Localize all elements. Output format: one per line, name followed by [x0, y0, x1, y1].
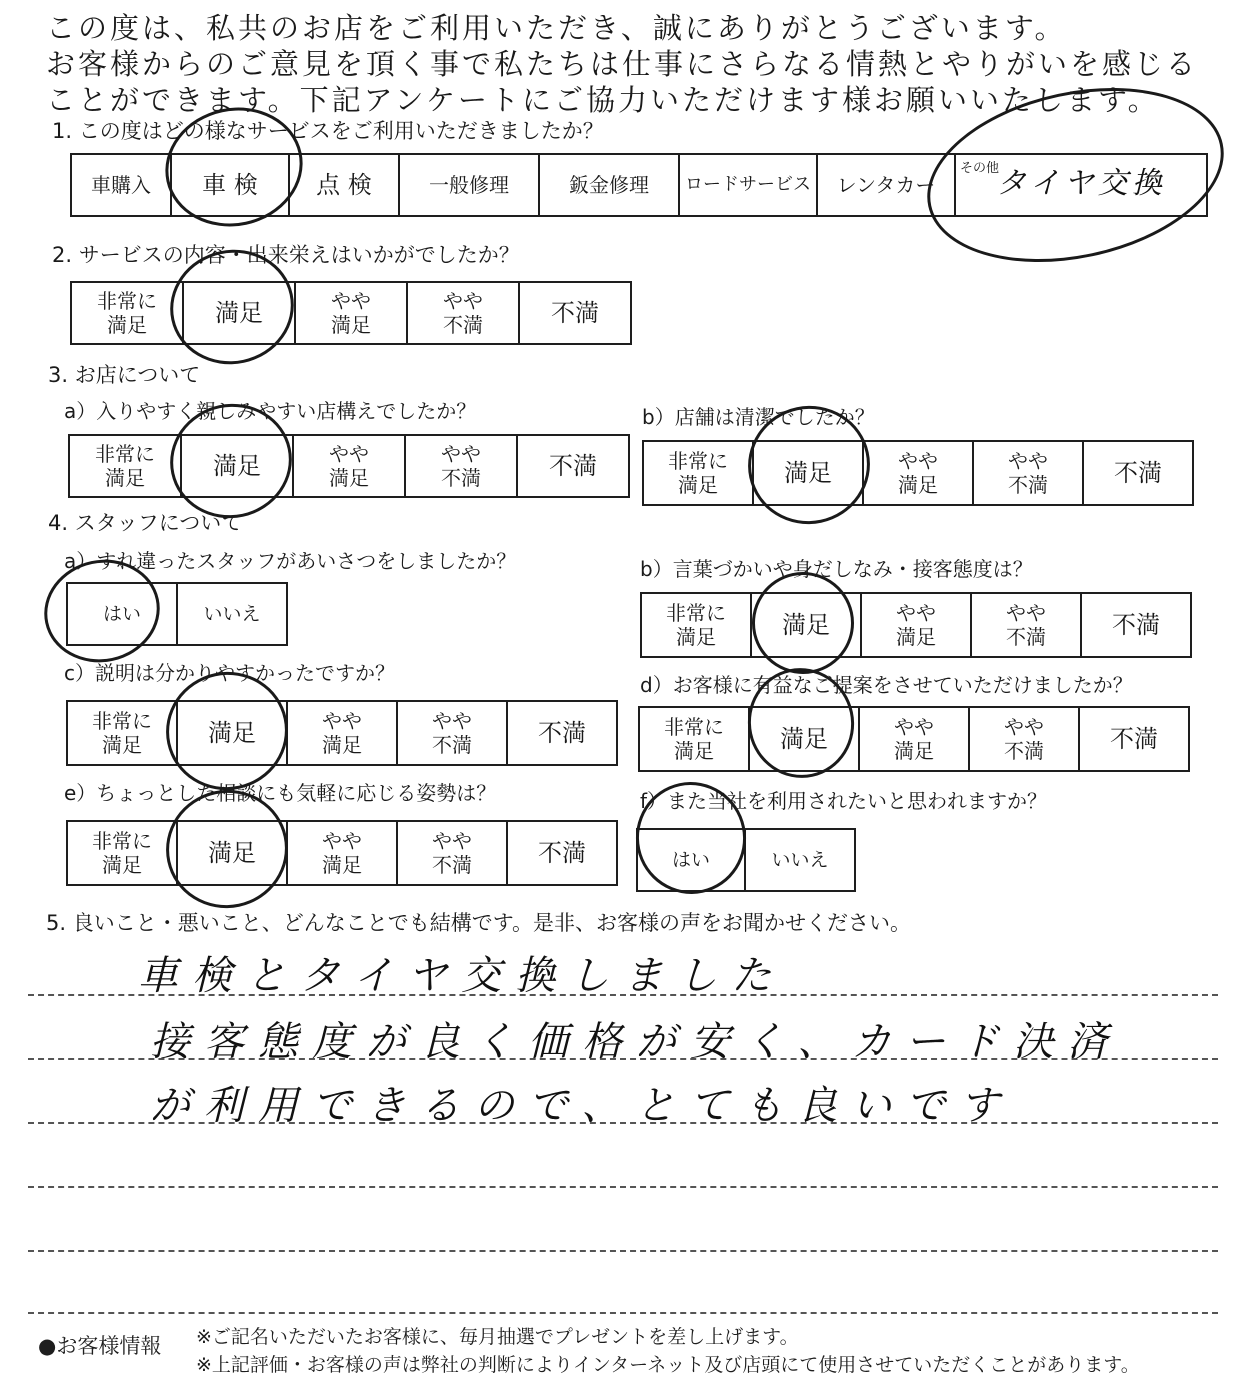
- scale-dissatisfied[interactable]: 不満: [1081, 593, 1191, 657]
- scale-text: 満足: [678, 473, 718, 497]
- scale-text: やや: [1004, 715, 1044, 739]
- scale-somewhat-satisfied[interactable]: [861, 593, 971, 657]
- scale-somewhat-dissatisfied[interactable]: [973, 441, 1083, 505]
- question-4e-label: e）ちょっとした相談にも気軽に応じる姿勢は？: [64, 781, 497, 805]
- scale-very-satisfied[interactable]: [641, 593, 751, 657]
- yes-no-q4a: [66, 582, 288, 646]
- scale-text: 非常に: [97, 289, 157, 313]
- comment-text: 接客態度が良く価格が安く、カード決済: [150, 1019, 1122, 1065]
- scale-text: やや: [329, 442, 369, 466]
- scale-text: 満足: [322, 733, 362, 757]
- satisfaction-scale-q4c: [66, 700, 618, 766]
- option-other[interactable]: [955, 154, 1207, 216]
- comment-line: [28, 1186, 1218, 1188]
- scale-very-satisfied[interactable]: [67, 701, 177, 765]
- question-5-label: 5. 良いこと・悪いこと、どんなことでも結構です。是非、お客様の声をお聞かせください。: [46, 911, 912, 935]
- intro-line: この度は、私共のお店をご利用いただき、誠にありがとうございます。: [46, 11, 1067, 45]
- scale-somewhat-dissatisfied[interactable]: [405, 435, 517, 497]
- scale-dissatisfied[interactable]: 不満: [1079, 707, 1189, 771]
- scale-text: 不満: [1006, 625, 1046, 649]
- scale-somewhat-dissatisfied[interactable]: [397, 821, 507, 885]
- scale-text: 不満: [432, 733, 472, 757]
- scale-text: やや: [322, 829, 362, 853]
- scale-satisfied[interactable]: 満足: [749, 707, 859, 771]
- scale-very-satisfied[interactable]: [69, 435, 181, 497]
- scale-somewhat-satisfied[interactable]: [859, 707, 969, 771]
- scale-somewhat-satisfied[interactable]: [287, 821, 397, 885]
- option-sheet-metal[interactable]: 鈑金修理: [539, 154, 679, 216]
- scale-dissatisfied[interactable]: 不満: [519, 282, 631, 344]
- customer-info-title: ●お客様情報: [38, 1334, 162, 1358]
- scale-text: 非常に: [666, 601, 726, 625]
- scale-somewhat-satisfied[interactable]: [863, 441, 973, 505]
- scale-text: 満足: [329, 466, 369, 490]
- customer-info-note: ※上記評価・お客様の声は弊社の判断によりインターネット及び店頭にて使用させていただくことがあります。: [196, 1354, 1140, 1376]
- option-rental-car[interactable]: レンタカー: [817, 154, 955, 216]
- comment-text: 車検とタイヤ交換しました: [138, 953, 786, 999]
- comment-line: [28, 1312, 1218, 1314]
- scale-text: 満足: [898, 473, 938, 497]
- intro-text: [46, 10, 1246, 118]
- scale-text: 非常に: [95, 442, 155, 466]
- scale-text: 満足: [331, 313, 371, 337]
- scale-somewhat-satisfied[interactable]: [287, 701, 397, 765]
- scale-text: 不満: [443, 313, 483, 337]
- scale-very-satisfied[interactable]: [67, 821, 177, 885]
- question-3a-label: a）入りやすく親しみやすい店構えでしたか？: [64, 399, 477, 423]
- yes-no-q4f: [636, 828, 856, 892]
- scale-very-satisfied[interactable]: [643, 441, 753, 505]
- question-4-label: 4. スタッフについて: [48, 511, 243, 535]
- other-label: その他: [960, 161, 1000, 176]
- satisfaction-scale-q3b: [642, 440, 1194, 506]
- option-check[interactable]: 点 検: [289, 154, 399, 216]
- scale-text: 満足: [102, 853, 142, 877]
- scale-text: やや: [1006, 601, 1046, 625]
- scale-text: やや: [441, 442, 481, 466]
- scale-dissatisfied[interactable]: 不満: [507, 821, 617, 885]
- scale-text: 不満: [432, 853, 472, 877]
- scale-text: 不満: [1004, 739, 1044, 763]
- answer-yes[interactable]: はい: [67, 583, 177, 645]
- other-value: タイヤ交換: [996, 166, 1166, 201]
- scale-text: 満足: [322, 853, 362, 877]
- scale-somewhat-dissatisfied[interactable]: [969, 707, 1079, 771]
- intro-line: お客様からのご意見を頂く事で私たちは仕事にさらなる情熱とやりがいを感じる: [46, 47, 1199, 81]
- satisfaction-scale-q4b: [640, 592, 1192, 658]
- satisfaction-scale-q4e: [66, 820, 618, 886]
- scale-text: 不満: [441, 466, 481, 490]
- scale-text: 満足: [105, 466, 145, 490]
- scale-text: やや: [322, 709, 362, 733]
- intro-line: ことができます。下記アンケートにご協力いただけます様お願いいたします。: [46, 83, 1160, 117]
- scale-text: やや: [432, 829, 472, 853]
- scale-text: やや: [896, 601, 936, 625]
- scale-very-satisfied[interactable]: [71, 282, 183, 344]
- scale-text: 非常に: [664, 715, 724, 739]
- scale-dissatisfied[interactable]: 不満: [517, 435, 629, 497]
- answer-no[interactable]: いいえ: [177, 583, 287, 645]
- scale-satisfied[interactable]: 満足: [181, 435, 293, 497]
- scale-somewhat-dissatisfied[interactable]: [971, 593, 1081, 657]
- scale-satisfied[interactable]: 満足: [177, 821, 287, 885]
- scale-somewhat-dissatisfied[interactable]: [397, 701, 507, 765]
- question-4d-label: d）お客様に有益なご提案をさせていただけましたか？: [640, 673, 1133, 697]
- satisfaction-scale-q4d: [638, 706, 1190, 772]
- scale-text: 満足: [102, 733, 142, 757]
- question-4b-label: b）言葉づかいや身だしなみ・接客態度は？: [640, 557, 1033, 581]
- scale-text: 満足: [896, 625, 936, 649]
- scale-text: やや: [898, 449, 938, 473]
- scale-text: 非常に: [668, 449, 728, 473]
- scale-somewhat-satisfied[interactable]: [293, 435, 405, 497]
- question-3-label: 3. お店について: [48, 363, 201, 387]
- question-2-label: 2. サービスの内容・出来栄えはいかがでしたか？: [52, 243, 520, 267]
- scale-text: やや: [1008, 449, 1048, 473]
- scale-satisfied[interactable]: 満足: [751, 593, 861, 657]
- scale-somewhat-satisfied[interactable]: [295, 282, 407, 344]
- question-3b-label: b）店舗は清潔でしたか？: [642, 405, 875, 429]
- option-road-service[interactable]: ロードサービス: [679, 154, 817, 216]
- scale-text: 非常に: [92, 829, 152, 853]
- option-general-repair[interactable]: 一般修理: [399, 154, 539, 216]
- service-options: [70, 153, 1208, 217]
- scale-text: 不満: [1008, 473, 1048, 497]
- question-4f-label: f）また当社を利用されたいと思われますか？: [640, 789, 1048, 813]
- scale-satisfied[interactable]: 満足: [753, 441, 863, 505]
- scale-text: やや: [443, 289, 483, 313]
- scale-dissatisfied[interactable]: 不満: [1083, 441, 1193, 505]
- question-4c-label: c）説明は分かりやすかったですか？: [64, 661, 395, 685]
- scale-text: やや: [432, 709, 472, 733]
- scale-text: 満足: [894, 739, 934, 763]
- scale-satisfied[interactable]: 満足: [177, 701, 287, 765]
- option-inspection[interactable]: 車 検: [171, 154, 289, 216]
- satisfaction-scale-q3a: [68, 434, 630, 498]
- option-car-purchase[interactable]: 車購入: [71, 154, 171, 216]
- scale-somewhat-dissatisfied[interactable]: [407, 282, 519, 344]
- scale-text: 満足: [676, 625, 716, 649]
- scale-satisfied[interactable]: 満足: [183, 282, 295, 344]
- comment-line: [28, 1250, 1218, 1252]
- comment-text: が利用できるので、とても良いです: [150, 1083, 1014, 1129]
- answer-no[interactable]: いいえ: [745, 829, 855, 891]
- scale-text: 非常に: [92, 709, 152, 733]
- scale-text: やや: [331, 289, 371, 313]
- customer-info-note: ※ご記名いただいたお客様に、毎月抽選でプレゼントを差し上げます。: [196, 1326, 799, 1348]
- question-1-label: 1. この度はどの様なサービスをご利用いただきましたか？: [52, 119, 604, 143]
- question-4a-label: a）すれ違ったスタッフがあいさつをしましたか？: [64, 549, 517, 573]
- answer-yes[interactable]: はい: [637, 829, 745, 891]
- scale-very-satisfied[interactable]: [639, 707, 749, 771]
- scale-text: 満足: [107, 313, 147, 337]
- scale-text: やや: [894, 715, 934, 739]
- scale-text: 満足: [674, 739, 714, 763]
- scale-dissatisfied[interactable]: 不満: [507, 701, 617, 765]
- satisfaction-scale-q2: [70, 281, 632, 345]
